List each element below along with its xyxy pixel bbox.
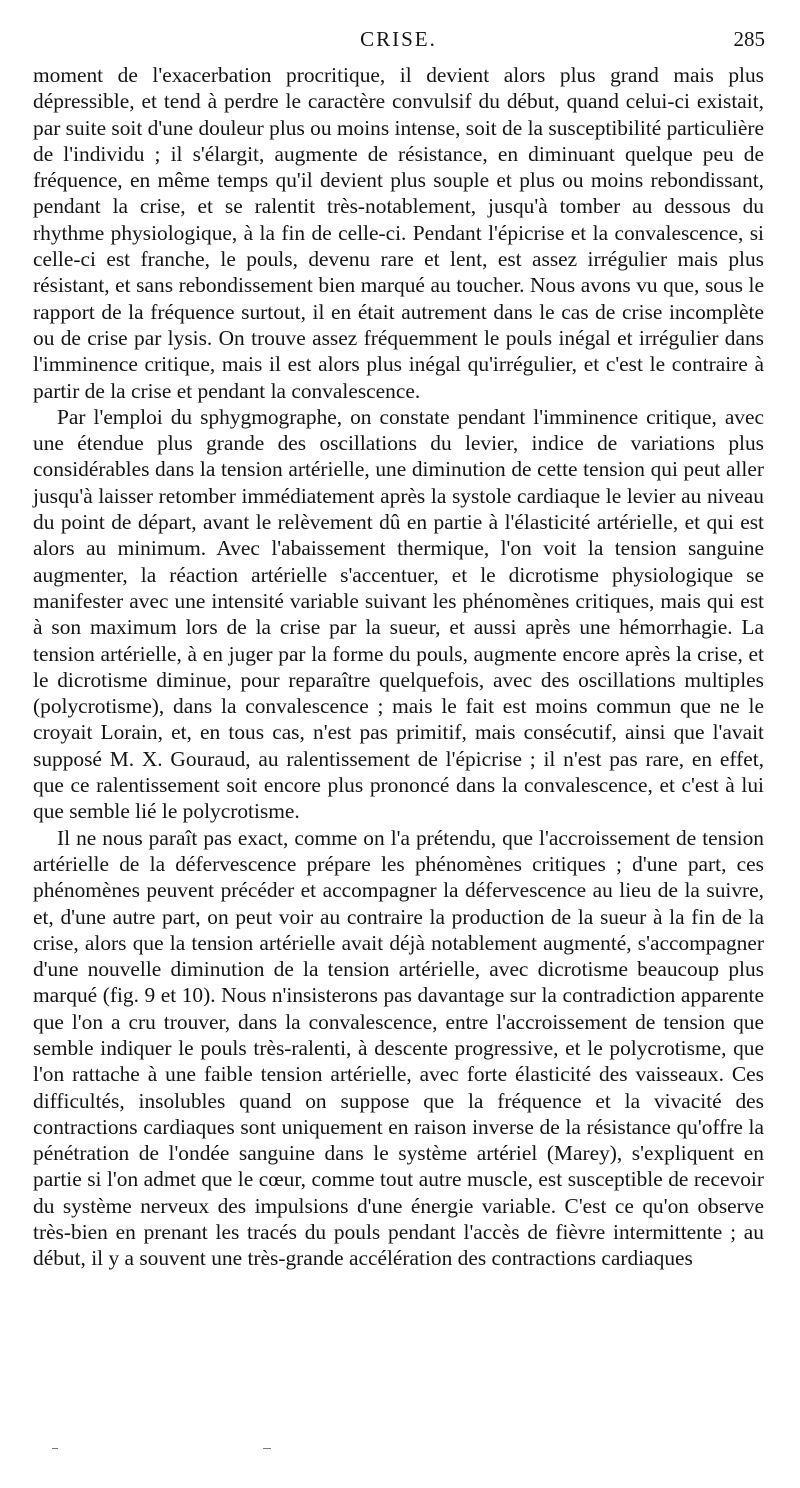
paragraph-1: moment de l'exacerbation procritique, il devient alors plus grand mais plus dépressible, et tend à perdre le caractère convulsif du début, quand celui-ci existait, par suite soit d'une douleur plus ou moins intense, soit de la susceptibilité particulière de l'individu ; il s'élargit, augmente de résistance, en diminuant quelque peu de fréquence, en même temps qu'il devient plus souple et plus ou moins rebondissant, pendant la crise, et se ralentit très-notablement, jusqu'à tomber au dessous du rhythme physiologique, à la fin de celle-ci. Pendant l'épicrise et la convalescence, si celle-ci est franche, le pouls, devenu rare et lent, est assez irrégulier mais plus résistant, et sans rebondissement bien marqué au toucher. Nous avons vu que, sous le rapport de la fréquence surtout, il en était autrement dans le cas de crise incomplète ou de crise par lysis. On trouve assez fréquemment le pouls inégal et irrégulier dans l'imminence critique, mais il est alors plus inégal qu'irrégulier, et c'est le contraire à partir de la crise et pendant la convalescence. [33,63,764,403]
running-head [32,26,765,52]
paragraph-3: Il ne nous paraît pas exact, comme on l'a prétendu, que l'accroissement de tension artérielle de la défervescence prépare les phénomènes critiques ; d'une part, ces phénomènes peuvent précéder et accompagner la défervescence au lieu de la suivre, et, d'une autre part, on peut voir au contraire la production de la sueur à la fin de la crise, alors que la tension artérielle avait déjà notablement augmenté, s'accompagner d'une nouvelle diminution de la tension artérielle, avec dicrotisme beaucoup plus marqué (fig. 9 et 10). Nous n'insisterons pas davantage sur la contradiction apparente que l'on a cru trouver, dans la convalescence, entre l'accroissement de tension que semble indiquer le pouls très-ralenti, à descente progressive, et le polycrotisme, que l'on rattache à une faible tension artérielle, avec forte élasticité des vaisseaux. Ces difficultés, insolubles quand on suppose que la fréquence et la vivacité des contractions cardiaques sont uniquement en raison inverse de la résistance qu'offre la pénétration de l'ondée sanguine dans le système artériel (Marey), s'expliquent en partie si l'on admet que le cœur, comme tout autre muscle, est susceptible de recevoir du système nerveux des impulsions d'une énergie variable. C'est ce qu'on observe très-bien en prenant les tracés du pouls pendant l'accès de fièvre intermittente ; au début, il y a souvent une très-grande accélération des contractions cardiaques [33,825,764,1271]
scan-mark-right [263,1448,271,1449]
running-head-title: CRISE. [360,27,437,51]
scan-marks [0,1448,800,1454]
paragraph-2: Par l'emploi du sphygmographe, on constate pendant l'imminence critique, avec une étendue plus grande des oscillations du levier, indice de variations plus considérables dans la tension artérielle, une diminution de cette tension qui peut aller jusqu'à laisser retomber immédiatement après la systole cardiaque le levier au niveau du point de départ, avant le relèvement dû en partie à l'élasticité artérielle, et qui est alors au minimum. Avec l'abaissement thermique, l'on voit la tension sanguine augmenter, la réaction artérielle s'accentuer, et le dicrotisme physiologique se manifester avec une intensité variable suivant les phénomènes critiques, mais qui est à son maximum lors de la crise par la sueur, et aussi après une hémorrhagie. La tension artérielle, à en juger par la forme du pouls, augmente encore après la crise, et le dicrotisme diminue, pour reparaître quelquefois, avec des oscillations multiples (polycrotisme), dans la convalescence ; mais le fait est moins commun que ne le croyait Lorain, et, en tous cas, n'est pas primitif, mais consécutif, ainsi que l'avait supposé M. X. Gouraud, au ralentissement de l'épicrise ; il n'est pas rare, en effet, que ce ralentissement soit encore plus prononcé dans la convalescence, et c'est à lui que semble lié le polycrotisme. [33,404,764,824]
body-text [33,62,764,1272]
page-number: 285 [733,27,765,51]
scan-mark-left [52,1448,58,1449]
